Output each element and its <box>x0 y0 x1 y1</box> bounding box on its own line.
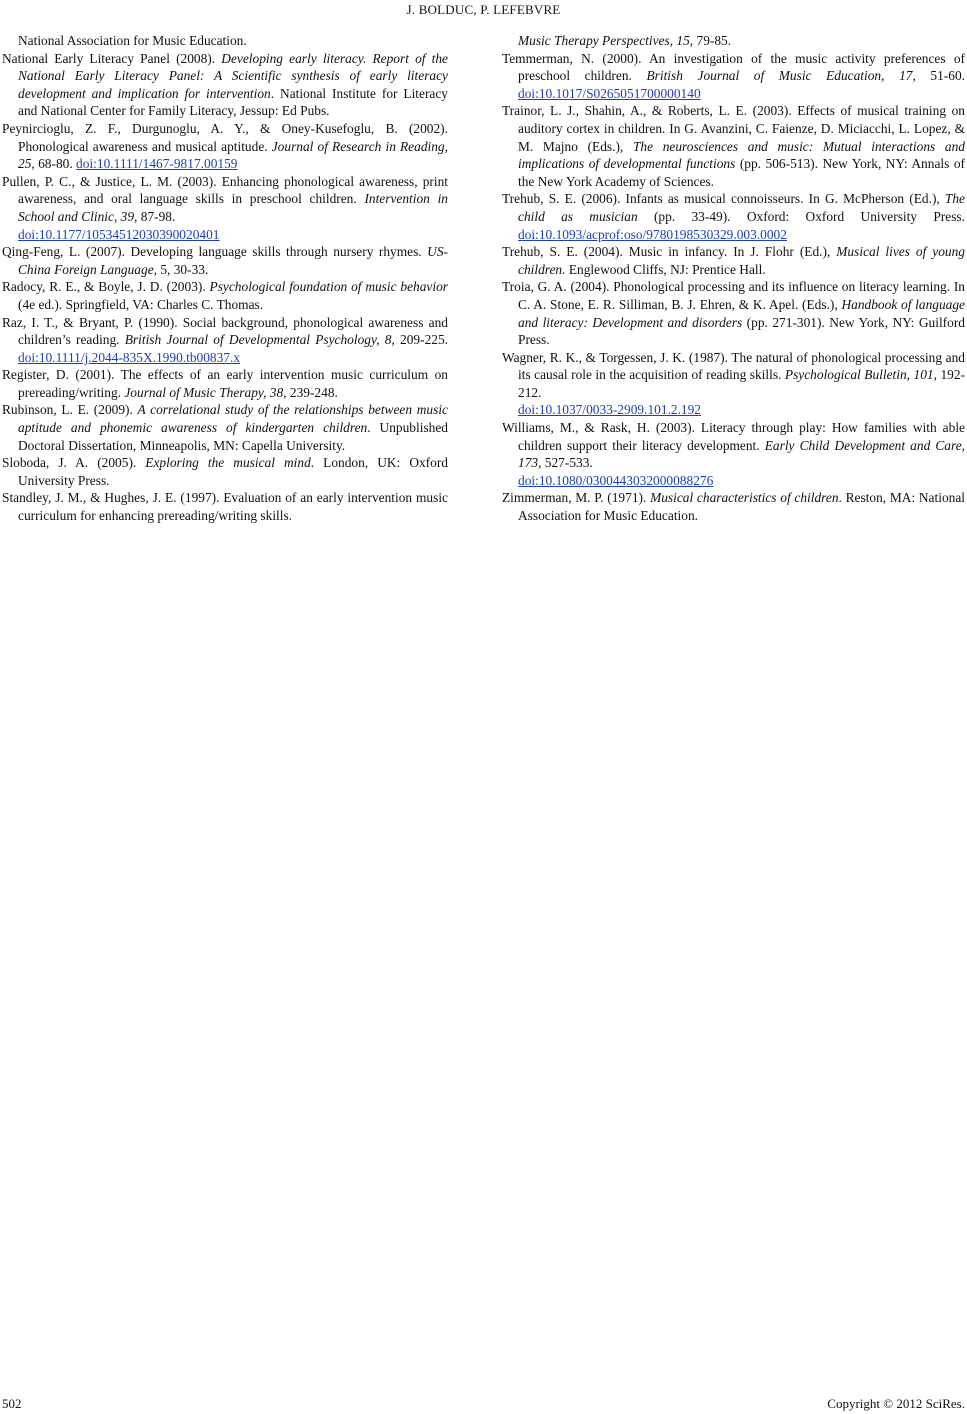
reference-details: Englewood Cliffs, NJ: Prentice Hall. <box>565 261 766 277</box>
reference-details: . National Institute for Literacy and National Center for Family Literacy, Jessup: Ed Pubs. <box>18 85 448 119</box>
reference-source-title: Music Therapy Perspectives, 15, <box>518 33 694 48</box>
reference-source-title: The neurosciences and music: Mutual interactions and implications of developmental functions <box>518 138 965 172</box>
reference-source-title: Psychological foundation of music behavior <box>209 279 448 295</box>
reference-text: Sloboda, J. A. (2005). <box>2 455 146 471</box>
reference-text: Wagner, R. K., & Torgessen, J. K. (1987). The natural of phonological processing and its causal role in the acquisition of reading skills. <box>502 349 965 383</box>
reference-entry <box>2 366 448 401</box>
doi-link[interactable]: doi:10.1177/10534512030390020401 <box>18 226 220 242</box>
reference-entry <box>502 419 965 489</box>
reference-entry <box>2 489 448 524</box>
doi-link[interactable]: doi:10.1017/S0265051700000140 <box>518 85 701 101</box>
reference-details: (pp. 33-49). Oxford: Oxford University Press. <box>637 208 965 224</box>
reference-source-title: Exploring the musical mind <box>145 455 311 471</box>
reference-entry <box>2 243 448 278</box>
reference-text: Troia, G. A. (2004). Phonological processing and its influence on literacy learning. In C. A. Stone, E. R. Silliman, B. J. Ehren, & K. Apel. (Eds.), <box>502 279 965 312</box>
reference-details: . London, UK: Oxford University Press. <box>18 455 448 488</box>
doi-link[interactable]: doi:10.1111/1467-9817.00159 <box>76 156 238 172</box>
reference-text: Radocy, R. E., & Boyle, J. D. (2003). <box>2 279 210 295</box>
doi-link[interactable]: doi:10.1037/0033-2909.101.2.192 <box>518 402 702 418</box>
reference-entry <box>2 454 448 489</box>
running-header: J. BOLDUC, P. LEFEBVRE <box>406 2 561 17</box>
reference-details: 192-212. <box>518 367 965 400</box>
reference-source-title: The child as musician <box>518 191 965 224</box>
reference-details: 68-80. <box>34 156 77 172</box>
doi-link[interactable]: doi:10.1080/0300443032000088276 <box>518 472 714 488</box>
reference-details: (pp. 271-301). New York, NY: Guilford Press. <box>518 314 965 348</box>
reference-entry <box>2 120 448 173</box>
reference-text: Zimmerman, M. P. (1971). <box>502 490 651 506</box>
reference-source-title: Intervention in School and Clinic, 39, <box>18 191 448 224</box>
reference-source-title: A correlational study of the relationships between music aptitude and phonemic awareness of kindergarten children <box>18 402 448 436</box>
reference-text: National Association for Music Education. <box>18 33 247 48</box>
reference-details: . Unpublished Doctoral Dissertation, Minneapolis, MN: Capella University. <box>18 420 448 453</box>
reference-source-title: British Journal of Music Education, 17, <box>646 68 916 84</box>
reference-entry <box>502 489 965 524</box>
reference-text: Pullen, P. C., & Justice, L. M. (2003). Enhancing phonological awareness, print awareness, and oral language skills in preschool children. <box>2 173 448 207</box>
reference-source-title: Handbook of language and literacy: Development and disorders <box>518 296 965 330</box>
reference-details: 527-533. <box>541 455 593 471</box>
doi-link[interactable]: doi:10.1111/j.2044-835X.1990.tb00837.x <box>18 349 241 365</box>
reference-text: Williams, M., & Rask, H. (2003). Literacy through play: How families with able children support their literacy development. <box>502 420 965 453</box>
reference-text: Trainor, L. J., Shahin, A., & Roberts, L. E. (2003). Effects of musical training on auditory cortex in children. In G. Avanzini, C. Faienze, D. Miciacchi, L. Lopez, & M. Majno (Eds.), <box>502 103 965 154</box>
reference-details: . Reston, MA: National Association for Music Education. <box>518 490 965 524</box>
reference-source-title: Developing early literacy. Report of the National Early Literacy Panel: A Scientific synthesis of early literacy development and implication for intervention <box>18 50 449 101</box>
reference-source-title: Journal of Music Therapy, 38, <box>124 384 287 400</box>
reference-entry <box>502 50 965 103</box>
reference-entry <box>502 349 965 419</box>
doi-link[interactable]: doi:10.1093/acprof:oso/9780198530329.003.0002 <box>518 226 787 242</box>
reference-source-title: US-China Foreign Language <box>18 244 448 277</box>
reference-text: Trehub, S. E. (2004). Music in infancy. In J. Flohr (Ed.), <box>502 244 837 260</box>
copyright-notice: Copyright © 2012 SciRes. <box>827 1396 965 1411</box>
reference-entry <box>502 32 965 50</box>
reference-text: Temmerman, N. (2000). An investigation of the music activity preferences of preschool children. <box>502 50 965 84</box>
reference-text: Raz, I. T., & Bryant, P. (1990). Social background, phonological awareness and children’s reading. <box>2 314 448 348</box>
page-number: 502 <box>2 1396 22 1411</box>
reference-details: , 5, 30-33. <box>153 261 209 277</box>
reference-text: Qing-Feng, L. (2007). Developing language skills through nursery rhymes. <box>2 244 428 260</box>
reference-entry <box>502 102 965 190</box>
reference-text: Rubinson, L. E. (2009). <box>2 402 138 418</box>
reference-entry <box>2 173 448 243</box>
reference-source-title: Musical lives of young children. <box>518 244 965 277</box>
reference-text: Trehub, S. E. (2006). Infants as musical connoisseurs. In G. McPherson (Ed.), <box>502 191 945 207</box>
references-left-column <box>2 32 448 525</box>
reference-entry <box>502 243 965 278</box>
reference-entry <box>502 190 965 243</box>
reference-source-title: Psychological Bulletin, 101, <box>784 367 937 383</box>
reference-details: (4e ed.). Springfield, VA: Charles C. Thomas. <box>18 296 264 312</box>
reference-details: 209-225. <box>394 332 449 348</box>
reference-entry <box>2 50 448 120</box>
reference-text: Peynircioglu, Z. F., Durgunoglu, A. Y., & Oney-Kusefoglu, B. (2002). Phonological awareness and musical aptitude. <box>2 120 448 154</box>
reference-text: Standley, J. M., & Hughes, J. E. (1997). Evaluation of an early intervention music curriculum for enhancing prereading/writing skills. <box>2 490 448 524</box>
reference-details: 239-248. <box>286 384 338 400</box>
reference-entry <box>2 314 448 367</box>
reference-source-title: Journal of Research in Reading, 25, <box>18 138 448 172</box>
reference-text: National Early Literacy Panel (2008). <box>2 50 222 66</box>
reference-entry <box>2 32 448 50</box>
references-right-column <box>502 32 965 525</box>
reference-entry <box>2 278 448 313</box>
reference-text: Register, D. (2001). The effects of an early intervention music curriculum on prereading/writing. <box>2 367 448 400</box>
reference-details: 87-98. <box>137 208 176 224</box>
reference-details: (pp. 506-513). New York, NY: Annals of the New York Academy of Sciences. <box>518 156 965 189</box>
reference-entry <box>2 401 448 454</box>
reference-details: 79-85. <box>693 33 732 48</box>
reference-entry <box>502 278 965 348</box>
reference-source-title: Musical characteristics of children <box>650 490 839 506</box>
reference-details: 51-60. <box>915 68 965 84</box>
reference-source-title: Early Child Development and Care, 173, <box>518 437 965 471</box>
reference-source-title: British Journal of Developmental Psychology, 8, <box>124 332 395 348</box>
